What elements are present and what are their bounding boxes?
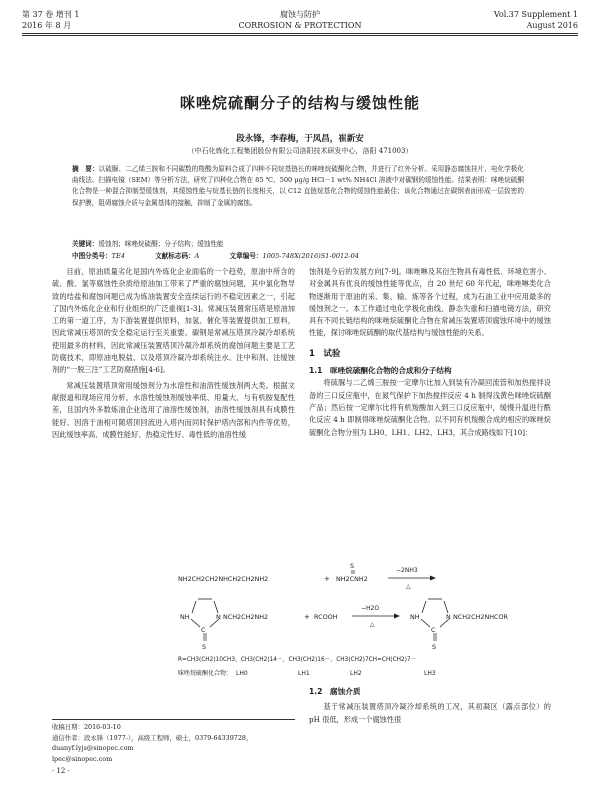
left-column <box>52 266 295 441</box>
keywords-text: 缓蚀剂；咪唑烷硫酮；分子结构；缓蚀性能 <box>98 240 224 248</box>
footnote-rule <box>52 719 295 720</box>
aminoethyl-substituent: NCH2CH2NH2 <box>223 613 269 621</box>
intro-continuation: 蚀剂是今后的发展方向[7-9]。咪唑啉及其衍生物具有毒性低、环境危害小、对金属具有优良的缓蚀性能等优点，自 20 世纪 60 年代起，咪唑啉类化合物逐渐用于原油的采、集、输、炼等各个过程，成为石油工业中应用最多的缓蚀剂之一。本工作通过电化学极化曲线、静态失重和扫描电镜方法，研究具有不同长链结构的咪唑烷硫酮化合物在常减压装置塔顶腐蚀环境中的缓蚀性能，探讨咪唑烷硫酮的取代基结构与缓蚀性能的关系。 <box>309 267 551 338</box>
product-nh-atom: NH <box>410 613 420 621</box>
section-1-heading: 1 试验 <box>309 348 341 359</box>
section-1-2-heading: 1.2 腐蚀介质 <box>309 687 361 696</box>
doc-code-value: A <box>194 252 200 260</box>
right-column <box>309 266 551 439</box>
reaction-1-condition: −2NH3 <box>396 567 418 574</box>
article-number-value: 1005-748X(2016)S1-0012-04 <box>262 252 360 260</box>
thiourea-formula: NH2CNH2 <box>336 575 368 583</box>
footnote <box>52 722 302 764</box>
product-c-atom: C <box>431 626 436 634</box>
footnote-email: lpec@sinopec.com <box>52 754 113 763</box>
r-group-definitions: R=CH3(CH2)10CH3，CH3(CH2)14－，CH3(CH2)16－，CH3(CH2)7CH=CH(CH2)7－ <box>178 657 417 663</box>
product-s-atom: S <box>432 643 437 651</box>
plus-sign-2: + <box>304 613 310 621</box>
article-number-label: 文章编号： <box>229 252 263 260</box>
ring-n-atom: N <box>216 613 221 621</box>
header-date-en: August 2016 <box>526 21 578 30</box>
section-1-1-text: 将硫脲与二乙烯三胺按一定摩尔比加入到装有冷凝回流管和加热搅拌设备的三口反应瓶中，在氮气保护下加热搅拌反应 4 h 制得浅黄色咪唑烷硫酮产品；然后按一定摩尔比将有机羧酸加入到三口反应瓶中，缓慢升温进行酰化反应 4 h 即制得咪唑烷硫酮化合物。以不同有机羧酸合成的相应的咪唑烷硫酮化合物分别为 LH0、LH1、LH2、LH3，其合成路线如下[10]： <box>309 378 551 437</box>
compound-code-lh1: LH1 <box>298 670 310 677</box>
affiliation: （中石化炼化工程集团股份有限公司洛阳技术研发中心，洛阳 471003） <box>187 147 413 155</box>
abstract-label: 摘 要： <box>72 165 99 173</box>
compound-label-prefix: 咪唑烷硫酮化合物： <box>178 670 233 677</box>
compound-code-lh3: LH3 <box>424 670 436 677</box>
header-rule <box>22 33 578 34</box>
classification-line <box>72 251 524 262</box>
reaction-1-arrowhead <box>430 576 436 581</box>
compound-code-lh2: LH2 <box>350 670 362 677</box>
header-volume-en: Vol.37 Supplement 1 <box>493 10 578 19</box>
author-list: 段永锋，李春梅，于凤昌，崔新安 <box>236 134 364 144</box>
reaction-1-heat: △ <box>406 583 411 590</box>
header-rule-thin <box>22 35 578 36</box>
paper-title: 咪唑烷硫酮分子的结构与缓蚀性能 <box>179 94 420 112</box>
synthesis-scheme <box>178 559 560 681</box>
footnote-contact: 通信作者：段永锋（1977-），高级工程师，硕士，0379-64339728，duanyf.lyjs@sinopec.com <box>52 733 253 752</box>
keywords-label: 关键词： <box>72 240 99 248</box>
abstract <box>72 164 524 209</box>
reaction-2-heat: △ <box>370 621 375 628</box>
journal-name-en: CORROSION & PROTECTION <box>238 21 362 30</box>
footnote-received: 收稿日期：2016-03-10 <box>52 723 121 731</box>
product-ring <box>421 599 449 641</box>
ring-s-atom: S <box>202 643 207 651</box>
abstract-text: 以硫脲、二乙烯三胺和不同碳数的羧酸为原料合成了四种不同烷基链长的咪唑烷硫酮化合物，并进行了红外分析。采用静态腐蚀挂片、电化学极化曲线法、扫描电镜（SEM）等分析方法，研究了四种化合物在 85 ℃、500 μg/g HCl－1 wt% NH4Cl 溶液中对碳钢的缓蚀性能。结果表明：咪唑烷硫酮化合物是一种混合抑制型缓蚀剂，其缓蚀性能与烷基长链的长度相关，以 C12 直链烷基化合物的缓蚀性能最佳；该化合物通过在碳钢表面形成一层致密的保护膜，阻碍腐蚀介质与金属基体的接触，抑制了金属的腐蚀。 <box>72 165 524 207</box>
clc-label: 中图分类号： <box>72 252 112 260</box>
header-date: 2016 年 8 月 <box>22 21 72 30</box>
section-1-1-heading: 1.1 咪唑烷硫酮化合物的合成和分子结构 <box>309 366 452 376</box>
header-volume: 第 37 卷 增刊 1 <box>22 10 80 19</box>
journal-name: 腐蚀与防护 <box>280 10 320 19</box>
intro-paragraph-2: 常减压装置塔顶常用缓蚀剂分为水溶性和油溶性缓蚀剂两大类。根据文献报道和现场应用分析，水溶性缓蚀剂缓蚀率低、用量大、与有机胺复配性差，且国内外多数炼油企业选用了油溶性缓蚀剂，油溶性缓蚀剂具有成膜性能好、因溶于油相可随塔顶回流进入塔内而同时保护塔内部和内件等优势，因此缓蚀率高、成膜性能好、热稳定性好、毒性低的油溶性缓 <box>52 380 295 439</box>
product-n-atom: N <box>446 613 451 621</box>
section-1-2-text: 基于常减压装置塔顶冷凝冷却系统的工况，其初凝区（露点部位）的 pH 很低，形成一个腐蚀性很 <box>309 702 551 724</box>
compound-code-lh0: LH0 <box>236 670 248 677</box>
imidazolidinethione-ring <box>191 599 219 641</box>
diethylenetriamine-formula: NH2CH2CH2NHCH2CH2NH2 <box>178 575 269 583</box>
reaction-2-condition: −H2O <box>361 605 380 612</box>
amide-substituent: NCH2CH2NHCOR <box>453 613 508 621</box>
clc-value: TE4 <box>111 252 125 260</box>
keywords <box>72 239 524 250</box>
carboxylic-acid: RCOOH <box>314 613 338 621</box>
page-number: · 12 · <box>52 767 70 775</box>
thiourea-sulfur: S <box>350 562 355 570</box>
section-1-2 <box>309 686 551 726</box>
doc-code-label: 文献标志码： <box>155 252 195 260</box>
reaction-2-arrowhead <box>394 614 400 619</box>
intro-paragraph-1: 目前，原油质量劣化是国内外炼化企业面临的一个趋势，原油中所含的硫、酸、氯等腐蚀性杂质给原油加工带来了严重的腐蚀问题，其中氯化物导致的结盐和腐蚀问题已成为炼油装置安全连续运行的不稳定因素之一，引起了国内外炼化企业和行业组织的广泛重视[1-3]。常减压装置常压塔是原油加工的第一道工序，为下游装置提供原料，加氢、催化等装置提供加工原料，因此常减压塔顶的安全稳定运行至关重要。碳钢是常减压塔顶冷凝冷却系统使用最多的材料，因此常减压装置塔顶冷凝冷却系统的腐蚀问题主要是工艺防腐技术，即原油电脱盐、以及塔顶冷凝冷却系统注水、注中和剂、注缓蚀剂的“一脱三注”工艺防腐措施[4-6]。 <box>52 267 295 375</box>
plus-sign-1: + <box>324 575 330 583</box>
ring-c-atom: C <box>201 626 206 634</box>
ring-nh-atom: NH <box>180 613 190 621</box>
